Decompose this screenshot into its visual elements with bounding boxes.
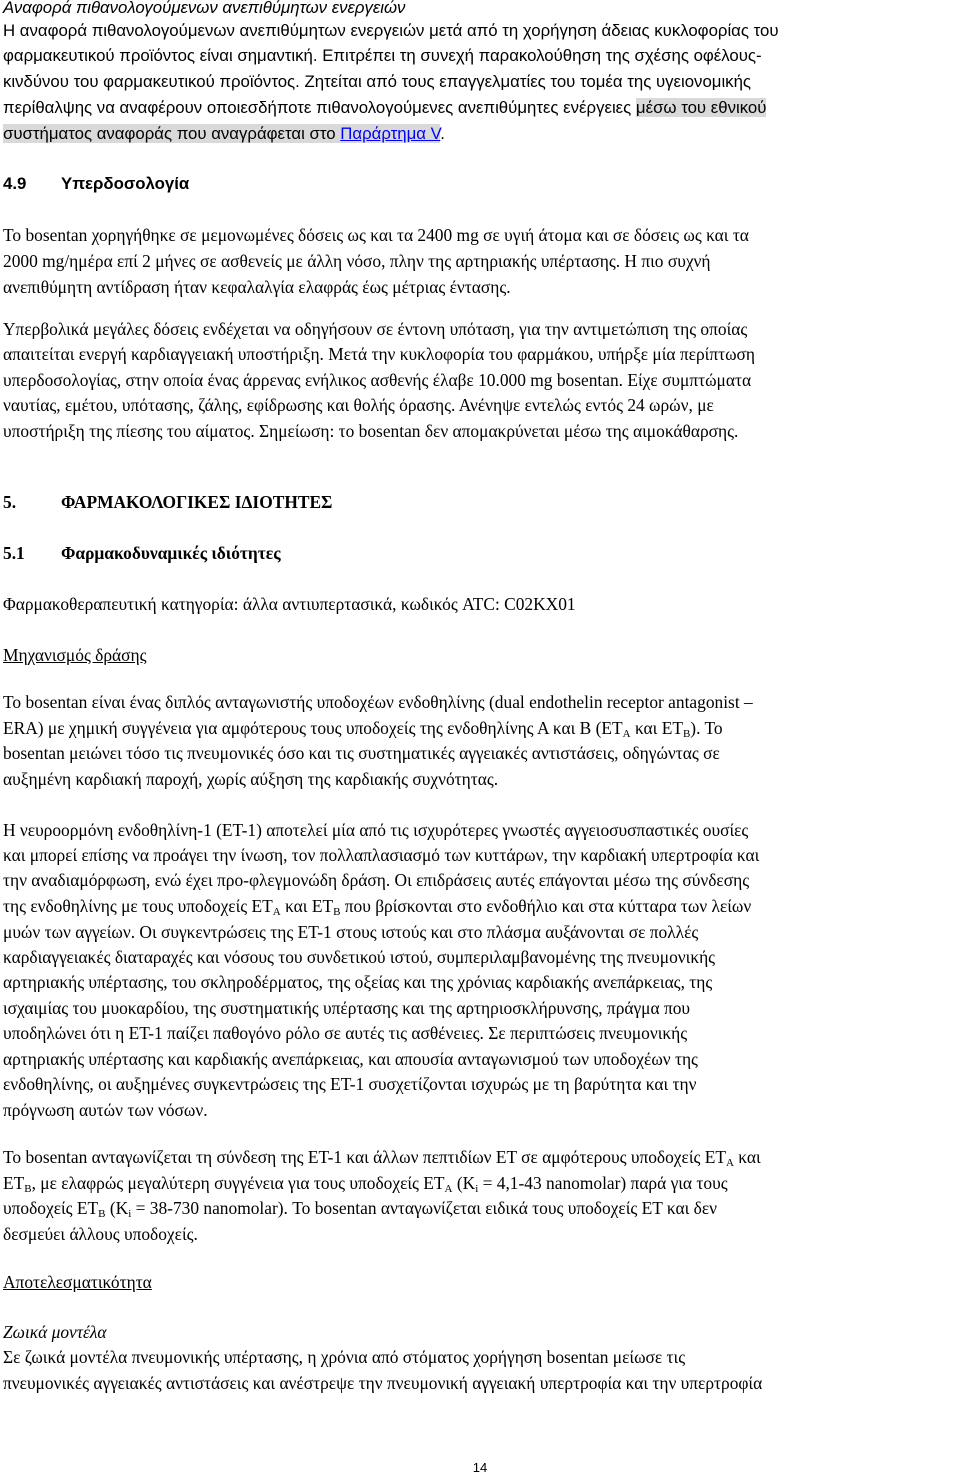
text-line bbox=[3, 894, 751, 918]
text-line: ναυτίας, εμέτου, υπότασης, ζάλης, εφίδρωσης και θολής όρασης. Ανένηψε εντελώς εντός 24 ωρών, με bbox=[3, 395, 714, 415]
text-line: φαρμακευτικού προϊόντος είναι σημαντική. Επιτρέπει τη συνεχή παρακολούθηση της σχέσης οφέλους- bbox=[3, 46, 762, 65]
section-number: 5.1 bbox=[3, 543, 25, 563]
text-span: = 4,1-43 nanomolar) παρά για τους bbox=[478, 1173, 728, 1193]
annex-v-link[interactable]: Παράρτημα V bbox=[340, 124, 441, 143]
adr-reporting-title: Αναφορά πιθανολογούμενων ανεπιθύμητων ενεργειών bbox=[3, 0, 406, 17]
text-span: και bbox=[733, 1147, 761, 1167]
text-span: = 38-730 nanomolar). Το bosentan ανταγωνίζεται ειδικά τους υποδοχείς ET και δεν bbox=[131, 1198, 718, 1218]
text-line: υποστήριξη της πίεσης του αίματος. Σημείωση: το bosentan δεν απομακρύνεται μέσω της αιμοκάθαρσης. bbox=[3, 421, 739, 441]
text-span: , με ελαφρώς μεγαλύτερη συγγένεια για τους υποδοχείς ET bbox=[31, 1173, 445, 1193]
subscript: i bbox=[128, 1208, 132, 1220]
section-heading-5-1 bbox=[3, 541, 281, 565]
pharmacotherapeutic-group: Φαρμακοθεραπευτική κατηγορία: άλλα αντιυπερτασικά, κωδικός ATC: C02KX01 bbox=[3, 594, 576, 614]
text-line: πρόγνωση αυτών των νόσων. bbox=[3, 1100, 208, 1120]
subscript: A bbox=[622, 728, 631, 740]
subscript: A bbox=[272, 906, 281, 918]
text-line: Υπερβολικά μεγάλες δόσεις ενδέχεται να οδηγήσουν σε έντονη υπόταση, για την αντιμετώπιση της οποίας bbox=[3, 319, 748, 339]
text-line: Η νευροορμόνη ενδοθηλίνη-1 (ΕΤ-1) αποτελεί μία από τις ισχυρότερες γνωστές αγγειοσυσπαστικές ουσίες bbox=[3, 820, 749, 840]
animal-models-heading: Ζωικά μοντέλα bbox=[3, 1322, 107, 1342]
text-line: πνευμονικές αγγειακές αντιστάσεις και ανέστρεψε την πνευμονική αγγειακή υπερτροφία και την υπερτροφία bbox=[3, 1373, 763, 1393]
text-line: 2000 mg/ημέρα επί 2 μήνες σε ασθενείς με άλλη νόσο, πλην της αρτηριακής υπέρτασης. Η πιο συχνή bbox=[3, 251, 711, 271]
text-span: και ET bbox=[280, 896, 334, 916]
text-line bbox=[3, 1145, 761, 1169]
text-line bbox=[3, 1171, 728, 1195]
text-line: Η αναφορά πιθανολογούμενων ανεπιθύμητων ενεργειών μετά από τη χορήγηση άδειας κυκλοφορίας του bbox=[3, 21, 779, 40]
subscript: i bbox=[475, 1183, 479, 1195]
efficacy-heading: Αποτελεσματικότητα bbox=[3, 1272, 152, 1292]
text-line: αρτηριακής υπέρτασης και καρδιακής ανεπάρκειας, και απουσία ανταγωνισμού των υποδοχέων της bbox=[3, 1049, 698, 1069]
subscript: B bbox=[98, 1208, 106, 1220]
text-span: ERA) με χημική συγγένεια για αμφότερους τους υποδοχείς της ενδοθηλίνης Α και Β (ET bbox=[3, 718, 623, 738]
text-span: (K bbox=[105, 1198, 129, 1218]
section-title: Φαρμακοδυναμικές ιδιότητες bbox=[61, 543, 281, 563]
text-line: δεσμεύει άλλους υποδοχείς. bbox=[3, 1224, 198, 1244]
text-span: υποδοχείς ET bbox=[3, 1198, 99, 1218]
text-line: αυξημένη καρδιακή παροχή, χωρίς αύξηση της καρδιακής συχνότητας. bbox=[3, 769, 499, 789]
text-span: και ET bbox=[630, 718, 683, 738]
text-line: υπερδοσολογίας, στην οποία ένας άρρενας ενήλικος ασθενής έλαβε 10.000 mg bosentan. Είχε συμπτώματα bbox=[3, 370, 752, 390]
text-line: μυών των αγγείων. Οι συγκεντρώσεις της ET-1 στους ιστούς και στο πλάσμα αυξάνονται σε πολλές bbox=[3, 922, 699, 942]
text-line: Σε ζωικά μοντέλα πνευμονικής υπέρτασης, η χρόνια από στόματος χορήγηση bosentan μείωσε τις bbox=[3, 1347, 686, 1367]
subscript: A bbox=[444, 1183, 453, 1195]
text-line: bosentan μειώνει τόσο τις πνευμονικές όσο και τις συστηματικές αγγειακές αντιστάσεις, οδηγώντας σε bbox=[3, 743, 720, 763]
section-heading-4-9 bbox=[3, 172, 190, 196]
subscript: B bbox=[24, 1183, 32, 1195]
text-line: αρτηριακής υπέρτασης, του σκληροδέρματος, της οξείας και της χρόνιας καρδιακής ανεπάρκειας, της bbox=[3, 972, 713, 992]
text-line: την αναδιαμόρφωση, ενώ έχει προ-φλεγμονώδη δράση. Οι επιδράσεις αυτές επάγονται μέσω της σύνδεσης bbox=[3, 870, 750, 890]
text-line bbox=[3, 1196, 717, 1220]
section-heading-5 bbox=[3, 490, 333, 514]
text-span: (K bbox=[452, 1173, 476, 1193]
text-line bbox=[3, 122, 445, 146]
section-title: ΦΑΡΜΑΚΟΛΟΓΙΚΕΣ ΙΔΙΟΤΗΤΕΣ bbox=[61, 492, 333, 512]
section-number: 5. bbox=[3, 492, 17, 512]
text-span: ET bbox=[3, 1173, 25, 1193]
text-line: ενδοθηλίνης, οι αυξημένες συγκεντρώσεις της ET-1 συσχετίζονται ισχυρώς με τη βαρύτητα και την bbox=[3, 1074, 697, 1094]
subscript: B bbox=[682, 728, 691, 740]
text-line: και μπορεί επίσης να προάγει την ίνωση, τον πολλαπλασιασμό των κυττάρων, την καρδιακή υπερτροφία και bbox=[3, 845, 760, 865]
highlighted-text: μέσω του εθνικού bbox=[635, 98, 767, 117]
text-line bbox=[3, 96, 766, 120]
text-line: απαιτείται ενεργή καρδιαγγειακή υποστήριξη. Μετά την κυκλοφορία του φαρμάκου, υπήρξε μία περίπτωση bbox=[3, 344, 756, 364]
mechanism-heading: Μηχανισμός δράσης bbox=[3, 645, 147, 665]
text-line: κινδύνου του φαρμακευτικού προϊόντος. Ζητείται από τους επαγγελματίες του τομέα της υγειονομικής bbox=[3, 72, 751, 91]
subscript: A bbox=[725, 1157, 734, 1169]
text-line: ανεπιθύμητη αντίδραση ήταν κεφαλαλγία ελαφράς έως μέτριας έντασης. bbox=[3, 277, 511, 297]
text-line: υποδηλώνει ότι η ET-1 παίζει παθογόνο ρόλο σε αυτές τις ασθένειες. Σε περιπτώσεις πνευμονικής bbox=[3, 1023, 688, 1043]
section-number: 4.9 bbox=[3, 174, 27, 193]
text-line: Το bosentan χορηγήθηκε σε μεμονωμένες δόσεις ως και τα 2400 mg σε υγιή άτομα και σε δόσεις ως και τα bbox=[3, 225, 749, 245]
subscript: B bbox=[333, 906, 341, 918]
page-number: 14 bbox=[472, 1460, 488, 1475]
text-span: Το bosentan ανταγωνίζεται τη σύνδεση της ET-1 και άλλων πεπτιδίων ET σε αμφότερους υποδοχείς ET bbox=[3, 1147, 726, 1167]
text-line bbox=[3, 716, 723, 740]
text-line: ισχαιμίας του μυοκαρδίου, της συστηματικής υπέρτασης και της αρτηριοσκλήρυνσης, πράγμα που bbox=[3, 998, 691, 1018]
text-span: . bbox=[440, 124, 445, 143]
text-span: ). Το bbox=[690, 718, 723, 738]
text-line: Το bosentan είναι ένας διπλός ανταγωνιστής υποδοχέων ενδοθηλίνης (dual endothelin receptor antagonist – bbox=[3, 692, 753, 712]
section-title: Υπερδοσολογία bbox=[61, 174, 190, 193]
highlighted-text: συστήματος αναφοράς που αναγράφεται στο bbox=[3, 124, 341, 143]
text-line: καρδιαγγειακές διαταραχές και νόσους του συνδετικού ιστού, συμπεριλαμβανομένης της πνευμονικής bbox=[3, 947, 716, 967]
text-span: που βρίσκονται στο ενδοθήλιο και στα κύτταρα των λείων bbox=[340, 896, 752, 916]
text-span: περίθαλψης να αναφέρουν οποιεσδήποτε πιθανολογούμενες ανεπιθύμητες ενέργειες bbox=[3, 98, 636, 117]
text-span: της ενδοθηλίνης με τους υποδοχείς ET bbox=[3, 896, 273, 916]
